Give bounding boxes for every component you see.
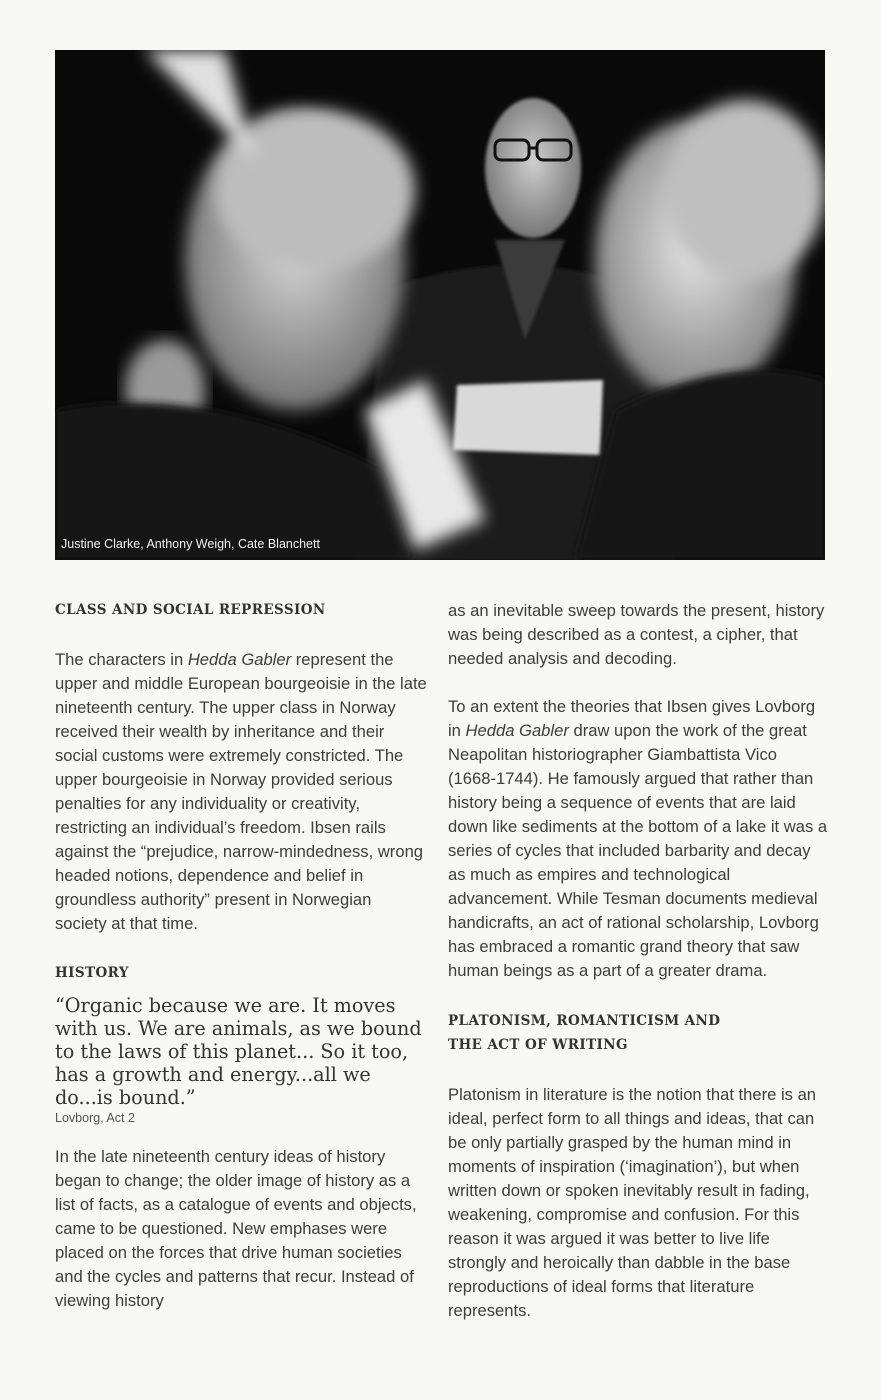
play-title: Hedda Gabler: [465, 721, 569, 740]
left-column: [55, 598, 427, 1313]
history-heading: HISTORY: [55, 965, 129, 981]
class-paragraph: The characters in Hedda Gabler represent the upper and middle European bourgeoisie in the late nineteenth century. The upper class in Norway received their wealth by inheritance and their social customs were extremely constricted. The upper bourgeoisie in Norway provided serious penalties for any individuality or creativity, restricting an individual’s freedom. Ibsen rails against the “prejudice, narrow-mindedness, wrong headed notions, dependence and belief in groundless authority” present in Norwegian society at that time.: [55, 650, 427, 933]
history-paragraph-1: In the late nineteenth century ideas of history began to change; the older image of history as a list of facts, as a catalogue of events and objects, came to be questioned. New emphases were placed on the forces that drive human societies and the cycles and patterns that recur. Instead of viewing history: [55, 1147, 417, 1310]
history-paragraph-1-continued: as an inevitable sweep towards the present, history was being described as a contest, a cipher, that needed analysis and decoding.: [448, 601, 825, 668]
platonism-paragraph: Platonism in literature is the notion that there is an ideal, perfect form to all things and ideas, that can be only partially grasped by the human mind in moments of inspiration (‘imagination’), but when written down or spoken inevitably result in fading, weakening, compromise and confusion. For this reason it was argued it was better to live life strongly and heroically than dabble in the base reproductions of ideal forms that literature represents.: [448, 1085, 817, 1320]
quote-attribution: Lovborg, Act 2: [55, 1111, 135, 1125]
class-heading: CLASS AND SOCIAL REPRESSION: [55, 602, 326, 618]
history-quote: “Organic because we are. It moves with us. We are animals, as we bound to the laws of this planet... So it too, has a growth and energy...all we do...is bound.”: [55, 994, 422, 1109]
photo-caption: Justine Clarke, Anthony Weigh, Cate Blanchett: [61, 537, 320, 551]
right-column: [448, 598, 828, 1323]
history-paragraph-2: To an extent the theories that Ibsen gives Lovborg in Hedda Gabler draw upon the work of the great Neapolitan historiographer Giambattista Vico (1668-1744). He famously argued that rather than history being a sequence of events that are laid down like sediments at the bottom of a lake it was a series of cycles that included barbarity and decay as much as empires and technological advancement. While Tesman documents medieval handicrafts, an act of rational scholarship, Lovborg has embraced a romantic grand theory that saw human beings as a part of a greater drama.: [448, 697, 828, 980]
platonism-heading: PLATONISM, ROMANTICISM AND THE ACT OF WRITING: [448, 1013, 721, 1053]
rehearsal-photo-image: [55, 50, 825, 560]
rehearsal-photo: [55, 50, 825, 560]
play-title: Hedda Gabler: [187, 650, 292, 669]
